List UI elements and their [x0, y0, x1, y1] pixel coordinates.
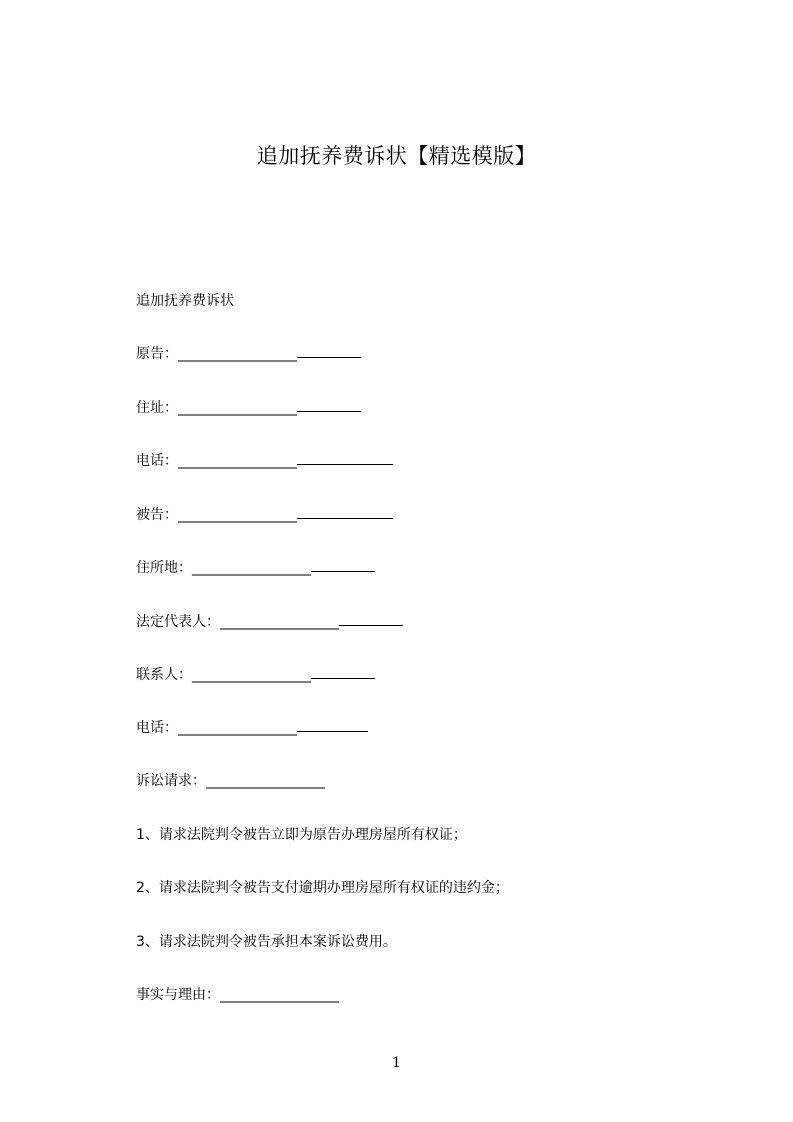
- field-domicile: [136, 558, 375, 578]
- field-rule: [339, 625, 403, 626]
- field-blank: _________________: [192, 560, 311, 576]
- field-blank: _________________: [192, 667, 311, 683]
- field-blank: _________________: [178, 720, 297, 736]
- field-label: 联系人：: [136, 667, 192, 683]
- field-label: 法定代表人：: [136, 614, 220, 630]
- field-blank: _________________: [178, 346, 297, 362]
- field-rule: [297, 411, 361, 412]
- field-contact: [136, 665, 375, 685]
- field-rule: [311, 571, 375, 572]
- field-label: 事实与理由：: [136, 987, 220, 1003]
- field-rule: [297, 464, 393, 465]
- field-legal-representative: [136, 612, 403, 632]
- document-title: 追加抚养费诉状【精选模版】: [256, 144, 537, 168]
- field-rule: [297, 357, 361, 358]
- field-rule: [297, 518, 393, 519]
- field-label: 电话：: [136, 720, 178, 736]
- field-claims-heading: [136, 771, 325, 791]
- field-label: 住址：: [136, 400, 178, 416]
- field-label: 住所地：: [136, 560, 192, 576]
- field-rule: [311, 678, 375, 679]
- field-defendant: [136, 505, 393, 525]
- field-label: 诉讼请求：: [136, 773, 206, 789]
- field-label: 原告：: [136, 346, 178, 362]
- field-blank: _________________: [220, 987, 339, 1003]
- field-label: 电话：: [136, 453, 178, 469]
- field-blank: _________________: [206, 773, 325, 789]
- field-address: [136, 398, 361, 418]
- field-blank: _________________: [178, 453, 297, 469]
- claim-item: 3、请求法院判令被告承担本案诉讼费用。: [136, 934, 397, 950]
- field-facts-and-reasons: [136, 985, 339, 1005]
- claim-item: 1、请求法院判令被告立即为原告办理房屋所有权证；: [136, 827, 467, 843]
- field-phone: [136, 451, 393, 471]
- field-rule: [297, 731, 368, 732]
- field-plaintiff: [136, 344, 361, 364]
- page-number: 1: [392, 1055, 401, 1071]
- field-label: 被告：: [136, 507, 178, 523]
- subtitle: 追加抚养费诉状: [136, 293, 234, 309]
- claim-item: 2、请求法院判令被告支付逾期办理房屋所有权证的违约金；: [136, 880, 509, 896]
- field-blank: _________________: [220, 614, 339, 630]
- field-contact-phone: [136, 718, 368, 738]
- field-blank: _________________: [178, 507, 297, 523]
- field-blank: _________________: [178, 400, 297, 416]
